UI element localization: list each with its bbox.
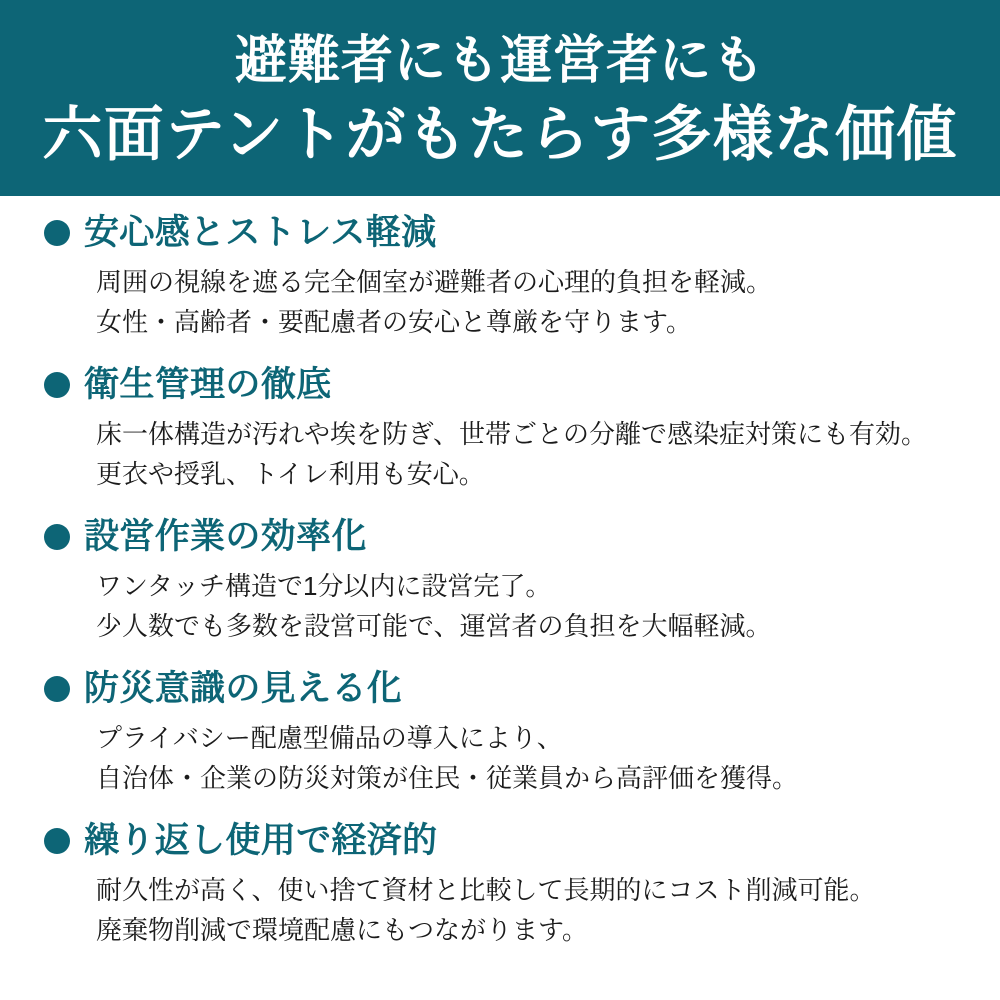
list-item-body-line: 耐久性が高く、使い捨て資材と比較して長期的にコスト削減可能。 [96, 875, 876, 906]
filled-circle-bullet-icon [44, 524, 70, 550]
header-title-line-2: 六面テントがもたらす多様な価値 [42, 100, 958, 168]
header-banner [0, 0, 1000, 196]
list-item-title: 安心感とストレス軽減 [84, 213, 437, 252]
list-item-title: 衛生管理の徹底 [84, 365, 332, 405]
header-title-line-1: 避難者にも運営者にも [234, 32, 766, 91]
list-item-header [44, 212, 956, 254]
list-item [44, 516, 956, 646]
list-item-body-line: 女性・高齢者・要配慮者の安心と尊厳を守ります。 [96, 306, 692, 337]
filled-circle-bullet-icon [44, 220, 70, 246]
list-item [44, 364, 956, 494]
list-item-body-line: 少人数でも多数を設営可能で、運営者の負担を大幅軽減。 [96, 610, 772, 641]
list-item-header [44, 820, 956, 862]
list-item-body [96, 567, 956, 646]
list-item-body-line: 床一体構造が汚れや埃を防ぎ、世帯ごとの分離で感染症対策にも有効。 [96, 419, 927, 450]
list-item-body-line: プライバシー配慮型備品の導入により、 [96, 723, 563, 754]
filled-circle-bullet-icon [44, 676, 70, 702]
list-item-body [96, 415, 956, 494]
list-item-title: 防災意識の見える化 [84, 669, 403, 709]
list-item-body-line: 更衣や授乳、トイレ利用も安心。 [96, 458, 485, 489]
list-item-body-line: 廃棄物削減で環境配慮にもつながります。 [96, 914, 588, 945]
list-item-body [96, 263, 956, 342]
list-item-body [96, 871, 956, 950]
list-item-header [44, 516, 956, 558]
list-item-header [44, 668, 956, 710]
list-item-header [44, 364, 956, 406]
list-item-body-line: 周囲の視線を遮る完全個室が避難者の心理的負担を軽減。 [96, 267, 773, 297]
list-item [44, 212, 956, 342]
benefit-list [0, 196, 1000, 1000]
list-item-title: 繰り返し使用で経済的 [84, 821, 438, 861]
list-item-body-line: ワンタッチ構造で1分以内に設営完了。 [96, 571, 552, 602]
list-item-body-line: 自治体・企業の防災対策が住民・従業員から高評価を獲得。 [96, 762, 799, 793]
filled-circle-bullet-icon [44, 828, 70, 854]
list-item [44, 668, 956, 798]
list-item [44, 820, 956, 950]
list-item-title: 設営作業の効率化 [84, 517, 367, 557]
list-item-body [96, 719, 956, 798]
filled-circle-bullet-icon [44, 372, 70, 398]
